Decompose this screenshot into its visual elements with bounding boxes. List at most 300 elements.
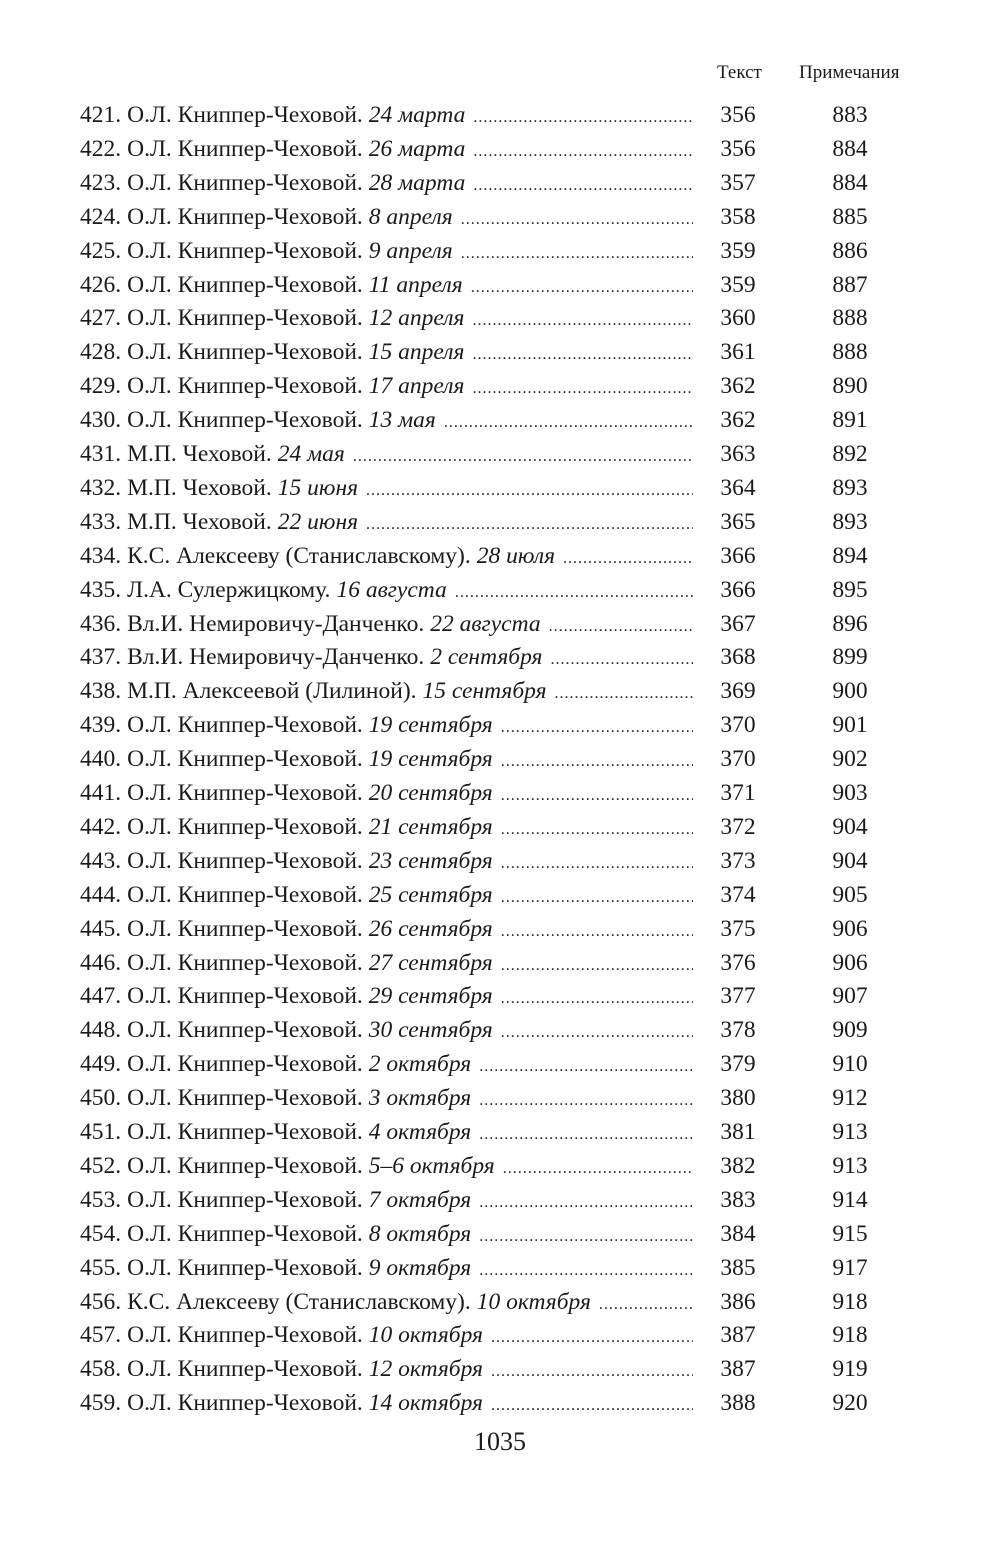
- entry-title: [80, 268, 693, 305]
- dot-leader: [493, 949, 693, 983]
- toc-entry: [0, 1251, 1000, 1285]
- entry-recipient: О.Л. Книппер-Чеховой.: [127, 1220, 363, 1247]
- dot-leader: [493, 881, 693, 915]
- notes-page-number: 920: [832, 1390, 868, 1417]
- toc-entry: [0, 369, 1000, 403]
- notes-page-number: 884: [832, 169, 868, 196]
- entry-recipient: О.Л. Книппер-Чеховой.: [127, 339, 363, 366]
- entry-recipient: О.Л. Книппер-Чеховой.: [127, 203, 363, 230]
- entry-date: 8 апреля: [368, 203, 453, 230]
- dot-leader: [358, 508, 693, 542]
- entry-title: [80, 708, 693, 745]
- entry-title: [80, 471, 693, 508]
- toc-entry: [0, 471, 1000, 505]
- toc-entry: [0, 1047, 1000, 1081]
- entry-title: [80, 1251, 693, 1288]
- toc-entry: [0, 573, 1000, 607]
- toc-entry: [0, 979, 1000, 1013]
- entry-date: 19 сентября: [368, 746, 493, 773]
- entry-recipient: О.Л. Книппер-Чеховой.: [127, 1390, 363, 1417]
- entry-title: [80, 979, 693, 1016]
- notes-page-number: 917: [832, 1254, 868, 1281]
- dot-leader: [465, 169, 693, 203]
- notes-page-number: 884: [832, 135, 868, 162]
- dot-leader: [471, 1186, 693, 1220]
- entry-number: 440.: [80, 746, 122, 773]
- notes-page-number: 894: [832, 542, 868, 569]
- entry-title: [80, 301, 693, 338]
- toc-entry: [0, 505, 1000, 539]
- entry-number: 454.: [80, 1220, 122, 1247]
- notes-page-number: 902: [832, 746, 868, 773]
- text-page-number: 369: [720, 678, 756, 705]
- entry-number: 428.: [80, 339, 122, 366]
- text-page-number: 362: [720, 373, 756, 400]
- dot-leader: [493, 745, 693, 779]
- dot-leader: [471, 1220, 693, 1254]
- entry-date: 9 апреля: [368, 237, 453, 264]
- text-page-number: 358: [720, 203, 756, 230]
- toc-entry: [0, 912, 1000, 946]
- entry-recipient: М.П. Чеховой.: [127, 441, 272, 467]
- entry-number: 445.: [80, 915, 122, 942]
- notes-page-number: 893: [832, 474, 868, 501]
- dot-leader: [493, 779, 693, 813]
- notes-page-number: 913: [832, 1119, 868, 1145]
- text-page-number: 357: [720, 169, 756, 196]
- dot-leader: [493, 982, 693, 1016]
- notes-page-number: 912: [832, 1085, 868, 1112]
- entry-number: 451.: [80, 1119, 122, 1145]
- entry-number: 438.: [80, 678, 122, 705]
- toc-entry: [0, 268, 1000, 302]
- entry-recipient: О.Л. Книппер-Чеховой.: [127, 102, 363, 128]
- entry-recipient: О.Л. Книппер-Чеховой.: [127, 1322, 363, 1349]
- entry-title: [80, 335, 693, 372]
- text-page-number: 361: [720, 339, 756, 366]
- text-page-number: 366: [720, 542, 756, 569]
- entry-recipient: О.Л. Книппер-Чеховой.: [127, 1051, 363, 1078]
- entry-title: [80, 810, 693, 847]
- entry-date: 20 сентября: [368, 780, 493, 806]
- text-page-number: 383: [720, 1186, 756, 1213]
- entry-title: [80, 1115, 693, 1152]
- toc-entry: [0, 1352, 1000, 1386]
- toc-entry: [0, 98, 1000, 132]
- entry-number: 437.: [80, 644, 122, 671]
- entry-recipient: О.Л. Книппер-Чеховой.: [127, 915, 363, 942]
- toc-entry: [0, 1285, 1000, 1319]
- entry-number: 439.: [80, 712, 122, 739]
- text-page-number: 381: [720, 1119, 756, 1145]
- notes-page-number: 891: [832, 407, 868, 434]
- entry-title: [80, 640, 693, 677]
- entry-number: 435.: [80, 576, 122, 603]
- text-page-number: 371: [720, 780, 756, 806]
- entry-recipient: Л.А. Сулержицкому.: [127, 576, 331, 603]
- entry-date: 10 октября: [368, 1322, 483, 1349]
- dot-leader: [495, 1152, 693, 1186]
- entry-number: 459.: [80, 1390, 122, 1417]
- entry-recipient: О.Л. Книппер-Чеховой.: [127, 813, 363, 840]
- text-page-number: 378: [720, 1017, 756, 1044]
- dot-leader: [493, 1016, 693, 1050]
- entry-recipient: О.Л. Книппер-Чеховой.: [127, 881, 363, 908]
- entry-number: 457.: [80, 1322, 122, 1349]
- entry-recipient: К.С. Алексееву (Станиславскому).: [127, 542, 471, 569]
- notes-page-number: 913: [832, 1152, 868, 1179]
- dot-leader: [493, 847, 693, 881]
- toc-entry: [0, 708, 1000, 742]
- entry-recipient: К.С. Алексееву (Станиславскому).: [127, 1288, 471, 1315]
- entry-date: 4 октября: [368, 1119, 472, 1145]
- toc-entry: [0, 437, 1000, 471]
- column-header-notes: Примечания: [799, 62, 900, 83]
- notes-page-number: 906: [832, 915, 868, 942]
- entry-date: 15 апреля: [368, 339, 465, 366]
- entry-title: [80, 878, 693, 915]
- toc-entry: [0, 132, 1000, 166]
- entry-date: 10 октября: [476, 1288, 591, 1315]
- entry-recipient: О.Л. Книппер-Чеховой.: [127, 847, 363, 874]
- entry-date: 5–6 октября: [368, 1152, 495, 1179]
- entry-date: 30 сентября: [368, 1017, 493, 1044]
- entry-number: 444.: [80, 881, 122, 908]
- entry-date: 3 октября: [368, 1085, 472, 1112]
- entry-date: 2 сентября: [430, 644, 543, 671]
- dot-leader: [541, 610, 693, 644]
- notes-page-number: 918: [832, 1322, 868, 1349]
- entry-number: 455.: [80, 1254, 122, 1281]
- entry-number: 432.: [80, 474, 122, 501]
- dot-leader: [493, 915, 693, 949]
- entry-date: 13 мая: [368, 407, 436, 434]
- entry-title: [80, 946, 693, 983]
- entry-date: 27 сентября: [368, 949, 493, 976]
- entry-number: 422.: [80, 135, 122, 162]
- toc-entry: [0, 810, 1000, 844]
- entry-recipient: О.Л. Книппер-Чеховой.: [127, 983, 363, 1010]
- entry-date: 11 апреля: [368, 271, 463, 298]
- text-page-number: 386: [720, 1288, 756, 1315]
- entry-date: 24 марта: [368, 102, 466, 128]
- entry-date: 15 сентября: [422, 678, 547, 705]
- text-page-number: 377: [720, 983, 756, 1010]
- notes-page-number: 906: [832, 949, 868, 976]
- dot-leader: [471, 1084, 693, 1118]
- notes-page-number: 893: [832, 508, 868, 535]
- entry-title: [80, 1285, 693, 1322]
- dot-leader: [453, 237, 693, 271]
- entry-date: 17 апреля: [368, 373, 465, 400]
- entry-number: 424.: [80, 203, 122, 230]
- toc-entry: [0, 946, 1000, 980]
- toc-entry: [0, 1149, 1000, 1183]
- notes-page-number: 918: [832, 1288, 868, 1315]
- notes-page-number: 901: [832, 712, 868, 739]
- dot-leader: [453, 203, 693, 237]
- notes-page-number: 919: [832, 1356, 868, 1383]
- entry-recipient: О.Л. Книппер-Чеховой.: [127, 1254, 363, 1281]
- entry-title: [80, 166, 693, 203]
- entry-title: [80, 539, 693, 576]
- entry-title: [80, 369, 693, 406]
- dot-leader: [465, 101, 693, 135]
- entry-title: [80, 1013, 693, 1050]
- notes-page-number: 888: [832, 305, 868, 332]
- entry-date: 28 марта: [368, 169, 466, 196]
- entry-recipient: М.П. Алексеевой (Лилиной).: [127, 678, 417, 705]
- entry-date: 25 сентября: [368, 881, 493, 908]
- entry-title: [80, 912, 693, 949]
- text-page-number: 373: [720, 847, 756, 874]
- entry-recipient: О.Л. Книппер-Чеховой.: [127, 305, 363, 332]
- entry-recipient: О.Л. Книппер-Чеховой.: [127, 1356, 363, 1383]
- entry-date: 29 сентября: [368, 983, 493, 1010]
- entry-title: [80, 1183, 693, 1220]
- entry-date: 24 мая: [277, 441, 345, 467]
- entry-date: 12 апреля: [368, 305, 465, 332]
- text-page-number: 380: [720, 1085, 756, 1112]
- notes-page-number: 887: [832, 271, 868, 298]
- text-page-number: 382: [720, 1152, 756, 1179]
- entry-number: 452.: [80, 1152, 122, 1179]
- entry-title: [80, 200, 693, 237]
- dot-leader: [447, 576, 693, 610]
- notes-page-number: 888: [832, 339, 868, 366]
- notes-page-number: 907: [832, 983, 868, 1010]
- column-header-text: Текст: [717, 62, 762, 83]
- entry-date: 9 октября: [368, 1254, 472, 1281]
- dot-leader: [464, 372, 693, 406]
- entry-number: 447.: [80, 983, 122, 1010]
- entry-recipient: О.Л. Книппер-Чеховой.: [127, 135, 363, 162]
- toc-entry: [0, 742, 1000, 776]
- toc-entry: [0, 539, 1000, 573]
- entry-title: [80, 607, 693, 644]
- entry-number: 429.: [80, 373, 122, 400]
- text-page-number: 384: [720, 1220, 756, 1247]
- dot-leader: [464, 338, 693, 372]
- entry-recipient: Вл.И. Немировичу-Данченко.: [127, 644, 425, 671]
- notes-page-number: 899: [832, 644, 868, 671]
- entry-date: 15 июня: [277, 474, 359, 501]
- dot-leader: [542, 643, 693, 677]
- entry-recipient: О.Л. Книппер-Чеховой.: [127, 169, 363, 196]
- entry-recipient: О.Л. Книппер-Чеховой.: [127, 271, 363, 298]
- toc-entry: [0, 640, 1000, 674]
- toc-entry: [0, 878, 1000, 912]
- entry-title: [80, 844, 693, 881]
- text-page-number: 385: [720, 1254, 756, 1281]
- text-page-number: 356: [720, 135, 756, 162]
- toc-entry: [0, 166, 1000, 200]
- text-page-number: 359: [720, 271, 756, 298]
- text-page-number: 388: [720, 1390, 756, 1417]
- entry-recipient: О.Л. Книппер-Чеховой.: [127, 1085, 363, 1112]
- entry-title: [80, 1047, 693, 1084]
- entry-recipient: О.Л. Книппер-Чеховой.: [127, 1119, 363, 1145]
- text-page-number: 368: [720, 644, 756, 671]
- entry-recipient: О.Л. Книппер-Чеховой.: [127, 407, 363, 434]
- text-page-number: 387: [720, 1356, 756, 1383]
- entry-date: 12 октября: [368, 1356, 483, 1383]
- dot-leader: [483, 1321, 693, 1355]
- notes-page-number: 903: [832, 780, 868, 806]
- entry-title: [80, 437, 693, 474]
- toc-entry: [0, 607, 1000, 641]
- entry-date: 21 сентября: [368, 813, 493, 840]
- entry-date: 2 октября: [368, 1051, 472, 1078]
- notes-page-number: 905: [832, 881, 868, 908]
- text-page-number: 360: [720, 305, 756, 332]
- entry-date: 7 октября: [368, 1186, 472, 1213]
- toc-entry: [0, 1386, 1000, 1420]
- dot-leader: [591, 1288, 693, 1322]
- entry-recipient: О.Л. Книппер-Чеховой.: [127, 373, 363, 400]
- dot-leader: [493, 711, 693, 745]
- entry-recipient: Вл.И. Немировичу-Данченко.: [127, 610, 425, 637]
- notes-page-number: 883: [832, 102, 868, 128]
- toc-entry: [0, 844, 1000, 878]
- dot-leader: [463, 271, 693, 305]
- entry-title: [80, 573, 693, 610]
- dot-leader: [483, 1355, 693, 1389]
- text-page-number: 370: [720, 712, 756, 739]
- entry-number: 450.: [80, 1085, 122, 1112]
- entry-recipient: О.Л. Книппер-Чеховой.: [127, 949, 363, 976]
- toc-entry: [0, 1217, 1000, 1251]
- notes-page-number: 890: [832, 373, 868, 400]
- entry-recipient: О.Л. Книппер-Чеховой.: [127, 780, 363, 806]
- notes-page-number: 900: [832, 678, 868, 705]
- toc-entry: [0, 1183, 1000, 1217]
- entry-title: [80, 1318, 693, 1355]
- entry-number: 449.: [80, 1051, 122, 1078]
- toc-entry: [0, 776, 1000, 810]
- text-page-number: 356: [720, 102, 756, 128]
- entry-number: 425.: [80, 237, 122, 264]
- dot-leader: [436, 406, 693, 440]
- notes-page-number: 896: [832, 610, 868, 637]
- toc-entry: [0, 1318, 1000, 1352]
- entry-recipient: О.Л. Книппер-Чеховой.: [127, 746, 363, 773]
- entry-date: 26 сентября: [368, 915, 493, 942]
- dot-leader: [471, 1254, 693, 1288]
- entry-date: 26 марта: [368, 135, 466, 162]
- entry-recipient: О.Л. Книппер-Чеховой.: [127, 1017, 363, 1044]
- entry-title: [80, 98, 693, 135]
- entry-title: [80, 742, 693, 779]
- toc-entry: [0, 234, 1000, 268]
- entry-number: 427.: [80, 305, 122, 332]
- entry-number: 441.: [80, 780, 122, 806]
- text-page-number: 364: [720, 474, 756, 501]
- entry-number: 446.: [80, 949, 122, 976]
- entry-title: [80, 234, 693, 271]
- entry-title: [80, 505, 693, 542]
- dot-leader: [555, 542, 693, 576]
- toc-entry: [0, 1081, 1000, 1115]
- entry-recipient: М.П. Чеховой.: [127, 508, 272, 535]
- dot-leader: [345, 440, 693, 474]
- notes-page-number: 904: [832, 847, 868, 874]
- page-number: 1035: [474, 1427, 526, 1456]
- notes-page-number: 885: [832, 203, 868, 230]
- dot-leader: [358, 474, 693, 508]
- notes-page-number: 910: [832, 1051, 868, 1078]
- text-page-number: 366: [720, 576, 756, 603]
- entry-date: 14 октября: [368, 1390, 483, 1417]
- text-page-number: 379: [720, 1051, 756, 1078]
- toc-entry: [0, 403, 1000, 437]
- text-page-number: 387: [720, 1322, 756, 1349]
- entry-title: [80, 1081, 693, 1118]
- text-page-number: 365: [720, 508, 756, 535]
- notes-page-number: 914: [832, 1186, 868, 1213]
- text-page-number: 367: [720, 610, 756, 637]
- dot-leader: [547, 677, 694, 711]
- toc-entry: [0, 301, 1000, 335]
- dot-leader: [464, 304, 693, 338]
- dot-leader: [465, 135, 693, 169]
- entry-recipient: М.П. Чеховой.: [127, 474, 272, 501]
- dot-leader: [493, 813, 693, 847]
- entry-recipient: О.Л. Книппер-Чеховой.: [127, 1152, 363, 1179]
- entry-title: [80, 674, 693, 711]
- entry-number: 436.: [80, 610, 122, 637]
- entry-number: 433.: [80, 508, 122, 535]
- dot-leader: [471, 1050, 693, 1084]
- notes-page-number: 909: [832, 1017, 868, 1044]
- toc-entry: [0, 335, 1000, 369]
- toc-entry: [0, 200, 1000, 234]
- text-page-number: 375: [720, 915, 756, 942]
- text-page-number: 370: [720, 746, 756, 773]
- entry-title: [80, 1149, 693, 1186]
- text-page-number: 359: [720, 237, 756, 264]
- entry-number: 458.: [80, 1356, 122, 1383]
- entry-number: 442.: [80, 813, 122, 840]
- toc-entry: [0, 1013, 1000, 1047]
- text-page-number: 372: [720, 813, 756, 840]
- entry-number: 443.: [80, 847, 122, 874]
- entry-number: 456.: [80, 1288, 122, 1315]
- text-page-number: 376: [720, 949, 756, 976]
- toc-entry: [0, 674, 1000, 708]
- entry-number: 431.: [80, 441, 122, 467]
- text-page-number: 374: [720, 881, 756, 908]
- entry-number: 448.: [80, 1017, 122, 1044]
- entry-recipient: О.Л. Книппер-Чеховой.: [127, 1186, 363, 1213]
- text-page-number: 363: [720, 441, 756, 467]
- entry-number: 453.: [80, 1186, 122, 1213]
- dot-leader: [471, 1118, 693, 1152]
- entry-recipient: О.Л. Книппер-Чеховой.: [127, 237, 363, 264]
- entry-title: [80, 403, 693, 440]
- entry-number: 423.: [80, 169, 122, 196]
- entry-title: [80, 776, 693, 813]
- entry-number: 426.: [80, 271, 122, 298]
- entry-title: [80, 1217, 693, 1254]
- notes-page-number: 915: [832, 1220, 868, 1247]
- entry-date: 8 октября: [368, 1220, 472, 1247]
- entry-date: 28 июля: [476, 542, 555, 569]
- notes-page-number: 895: [832, 576, 868, 603]
- entry-date: 16 августа: [336, 576, 447, 603]
- notes-page-number: 886: [832, 237, 868, 264]
- entry-title: [80, 1386, 693, 1423]
